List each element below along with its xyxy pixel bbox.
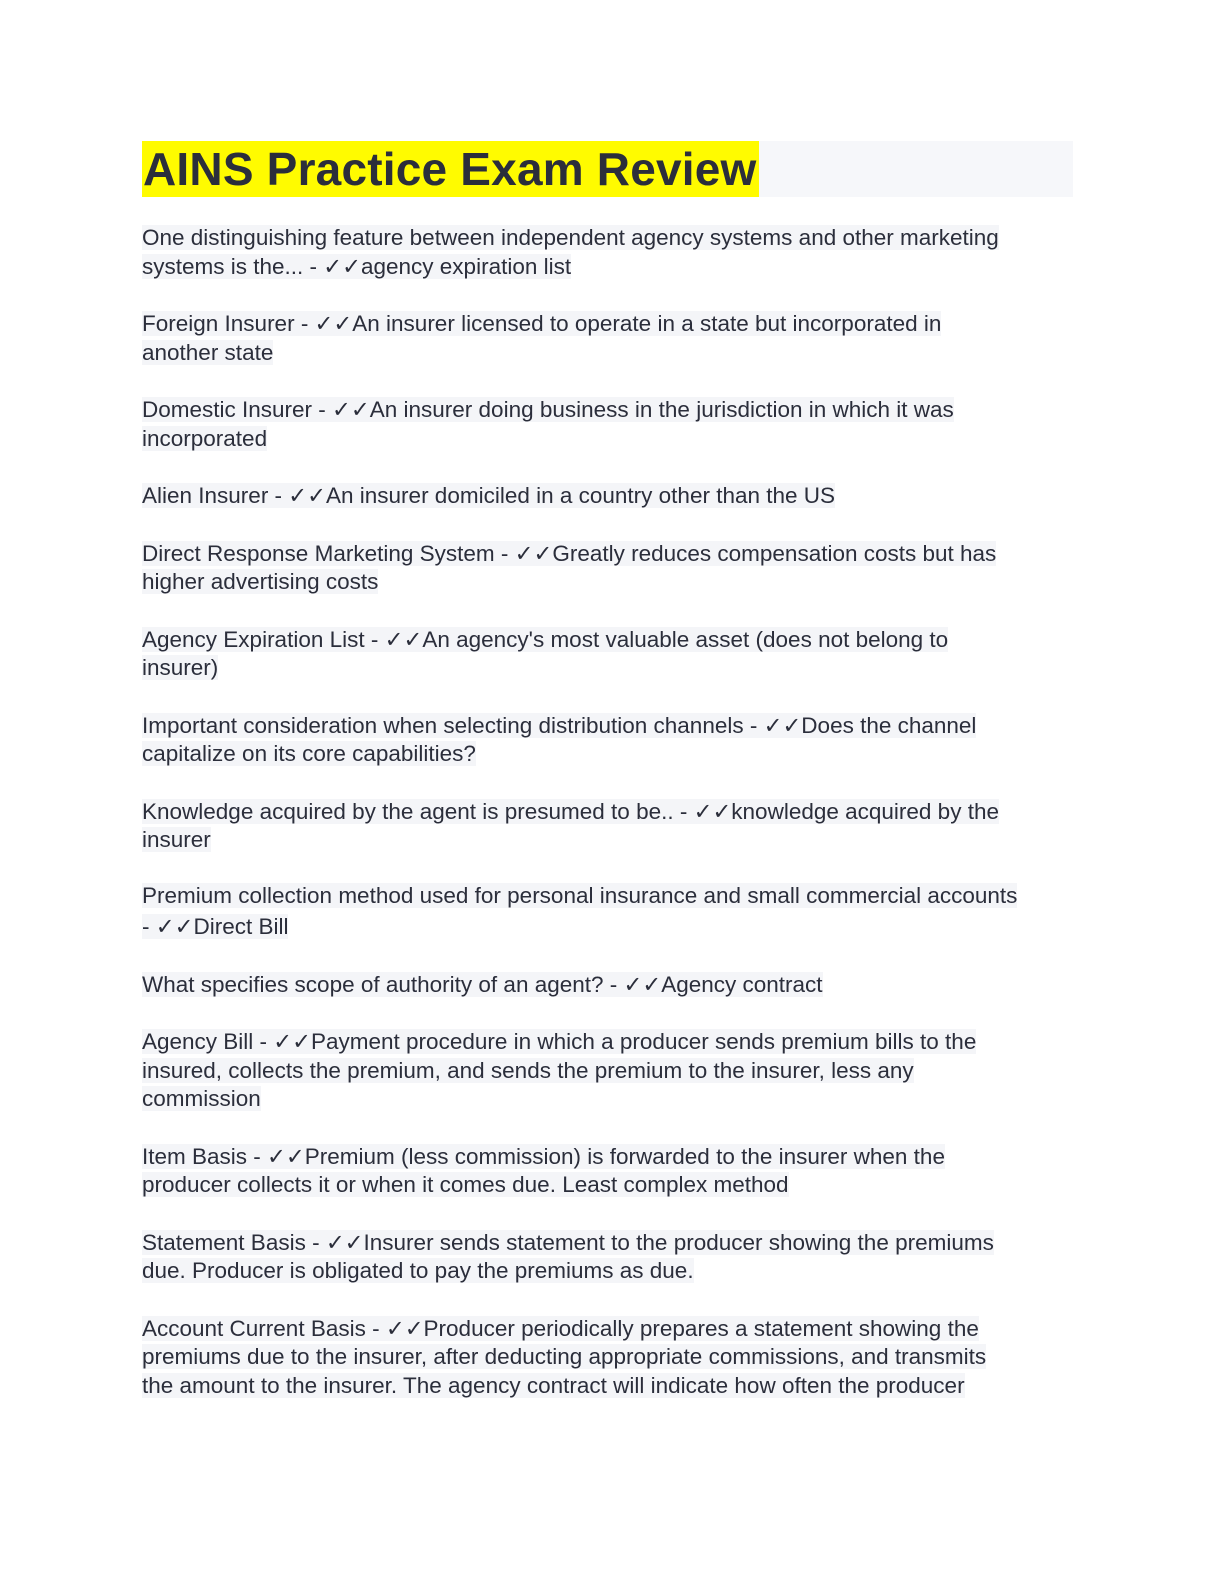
entry-line: the amount to the insurer. The agency contract will indicate how often the producer (142, 1372, 965, 1398)
entry-line: Foreign Insurer - ✓✓An insurer licensed to operate in a state but incorporated in (142, 311, 942, 336)
entry-line: What specifies scope of authority of an agent? - ✓✓Agency contract (142, 971, 823, 997)
entry-line: Premium collection method used for personal insurance and small commercial accounts (142, 882, 1018, 908)
entry-line: insurer) (142, 655, 219, 680)
list-item (142, 971, 1077, 1000)
entry-line: Domestic Insurer - ✓✓An insurer doing business in the jurisdiction in which it was (142, 397, 954, 422)
entry-line: Knowledge acquired by the agent is presumed to be.. - ✓✓knowledge acquired by the (142, 798, 999, 824)
entry-line: insured, collects the premium, and sends the premium to the insurer, less any (142, 1057, 914, 1083)
page-title: AINS Practice Exam Review (143, 143, 757, 195)
list-item (142, 712, 1077, 769)
entry-line: capitalize on its core capabilities? (142, 741, 476, 766)
list-item (142, 310, 1077, 367)
entry-line: higher advertising costs (142, 569, 379, 594)
entry-line: One distinguishing feature between independent agency systems and other marketing (142, 225, 999, 250)
entry-list (142, 224, 1077, 1429)
entry-line: incorporated (142, 425, 268, 451)
entry-line: Agency Expiration List - ✓✓An agency's most valuable asset (does not belong to (142, 626, 949, 652)
entry-line: Account Current Basis - ✓✓Producer periodically prepares a statement showing the (142, 1315, 979, 1341)
entry-line: Alien Insurer - ✓✓An insurer domiciled in a country other than the US (142, 483, 836, 508)
entry-line: insurer (142, 827, 211, 852)
list-item (142, 396, 1077, 453)
entry-line: due. Producer is obligated to pay the premiums as due. (142, 1258, 694, 1283)
entry-line: Important consideration when selecting distribution channels - ✓✓Does the channel (142, 712, 977, 738)
entry-line: commission (142, 1086, 261, 1111)
title-row (142, 141, 1073, 197)
list-item (142, 482, 1077, 511)
entry-line: Direct Response Marketing System - ✓✓Greatly reduces compensation costs but has (142, 540, 997, 566)
entry-line: another state (142, 339, 274, 365)
entry-line: Statement Basis - ✓✓Insurer sends statement to the producer showing the premiums (142, 1229, 994, 1255)
entry-line: - ✓✓Direct Bill (142, 913, 289, 939)
list-item (142, 540, 1077, 597)
list-item (142, 626, 1077, 683)
list-item (142, 1143, 1077, 1200)
list-item (142, 1028, 1077, 1114)
entry-line: Item Basis - ✓✓Premium (less commission) is forwarded to the insurer when the (142, 1143, 945, 1169)
list-item (142, 798, 1077, 855)
entry-line: producer collects it or when it comes due. Least complex method (142, 1172, 789, 1197)
list-item (142, 1229, 1077, 1286)
entry-line: Agency Bill - ✓✓Payment procedure in which a producer sends premium bills to the (142, 1029, 977, 1054)
entry-line: systems is the... - ✓✓agency expiration list (142, 253, 572, 279)
list-item (142, 880, 1077, 942)
list-item (142, 224, 1077, 281)
list-item (142, 1315, 1077, 1401)
entry-line: premiums due to the insurer, after deducting appropriate commissions, and transmits (142, 1344, 987, 1369)
